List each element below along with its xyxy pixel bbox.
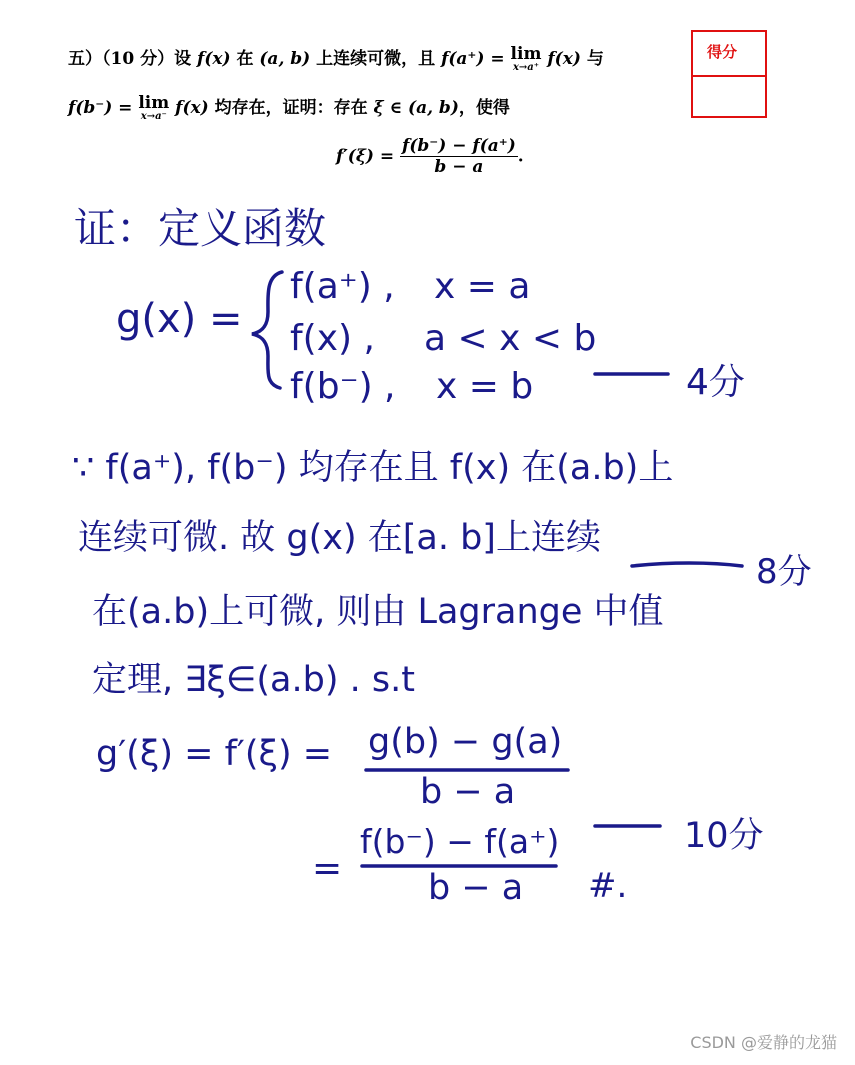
case-1-condition: x = a xyxy=(434,266,531,307)
formula-denominator: b − a xyxy=(434,157,484,178)
problem-fa: f(a⁺) = xyxy=(441,49,511,69)
problem-mid: 在 xyxy=(230,49,260,69)
problem-fx: f(x) xyxy=(197,49,231,69)
reason-line-1: ∵ f(a⁺), f(b⁻) 均存在且 f(x) 在(a.b)上 xyxy=(72,448,674,488)
problem-text2: 上连续可微，且 xyxy=(310,49,442,69)
formula-lhs: f′(ξ) = xyxy=(336,146,401,167)
eq2-denominator: b − a xyxy=(428,868,524,908)
problem-interval: (a, b) xyxy=(259,49,311,69)
eq2-numerator: f(b⁻) − f(a⁺) xyxy=(360,822,560,861)
underline-lianxu xyxy=(632,563,742,566)
lim-sub-b: x→a⁻ xyxy=(140,111,167,122)
points-4: 4分 xyxy=(686,362,745,403)
reason-line-2: 连续可微. 故 g(x) 在[a. b]上连续 xyxy=(78,518,601,558)
eq1-numerator: g(b) − g(a) xyxy=(368,722,563,762)
lim-word-b: lim xyxy=(138,93,170,113)
eq1-lhs: g′(ξ) = f′(ξ) = xyxy=(96,734,333,774)
reason-line-3: 在(a.b)上可微, 则由 Lagrange 中值 xyxy=(92,592,664,632)
problem-end: 与 xyxy=(586,49,604,69)
points-10: 10分 xyxy=(684,816,764,856)
eq2-equals: = xyxy=(312,848,343,889)
lim-sub-a: x→a⁺ xyxy=(512,62,540,73)
points-8: 8分 xyxy=(756,552,812,592)
problem-fx2: f(x) xyxy=(541,49,587,69)
eq1-denominator: b − a xyxy=(420,772,516,812)
problem-xi: ξ ∈ (a, b) xyxy=(373,98,459,118)
end-mark: #. xyxy=(588,866,628,906)
formula-numerator: f(b⁻) − f(a⁺) xyxy=(402,136,516,156)
case-3-value: f(b⁻) , xyxy=(290,366,396,407)
case-1-value: f(a⁺) , xyxy=(290,266,395,307)
g-definition-lhs: g(x) = xyxy=(116,296,243,342)
problem-fx3: f(x) xyxy=(169,98,215,118)
problem-fb: f(b⁻) = xyxy=(68,98,139,118)
case-3-condition: x = b xyxy=(436,366,534,407)
case-2-condition: a < x < b xyxy=(424,318,597,359)
proof-heading: 证：定义函数 xyxy=(74,204,327,253)
reason-line-4: 定理, ∃ξ∈(a.b) . s.t xyxy=(92,660,415,700)
problem-end2: ，使得 xyxy=(458,98,510,118)
score-label: 得分 xyxy=(707,43,738,61)
case-2-value: f(x) , xyxy=(290,318,375,359)
piecewise-brace xyxy=(252,272,282,388)
problem-text3: 均存在，证明：存在 xyxy=(214,98,374,118)
watermark: CSDN @爱静的龙猫 xyxy=(690,1033,837,1052)
problem-prefix: 五）（10 分）设 xyxy=(68,49,197,69)
lim-word: lim xyxy=(510,44,542,64)
formula-dot: . xyxy=(517,146,524,167)
